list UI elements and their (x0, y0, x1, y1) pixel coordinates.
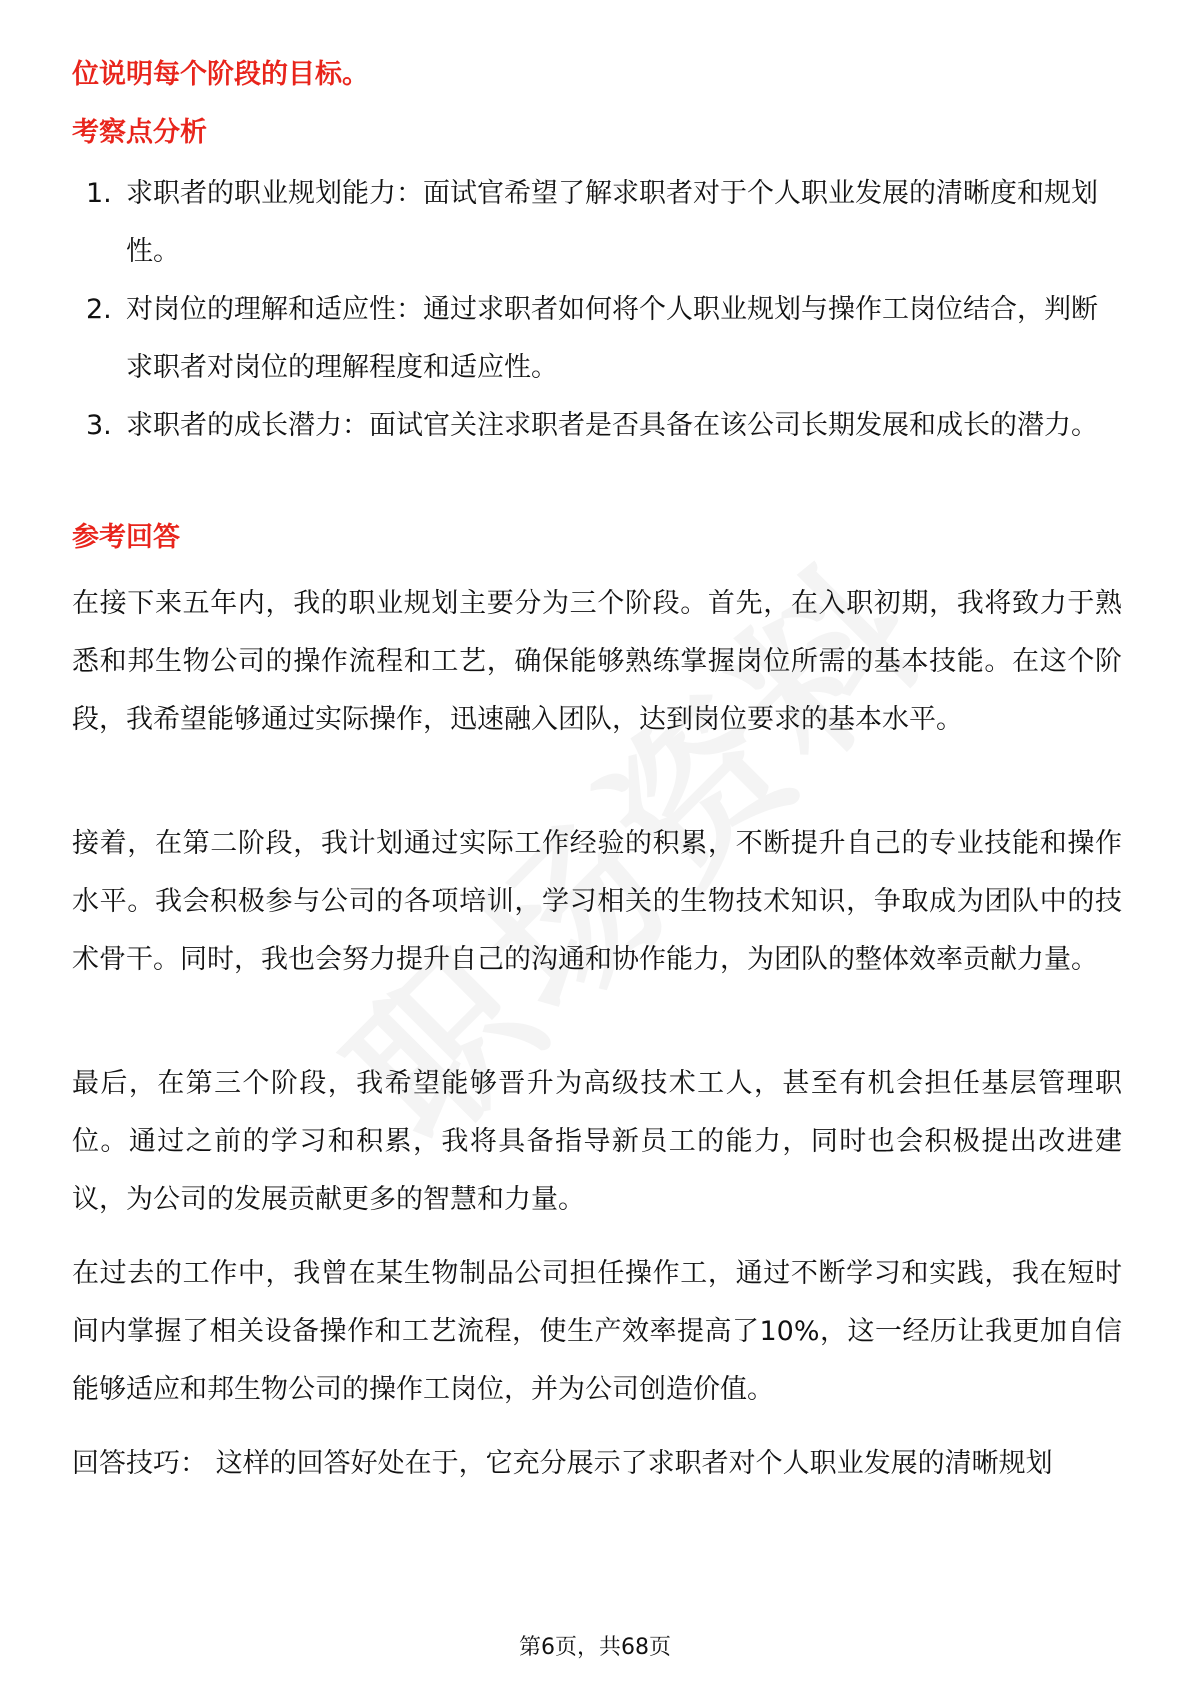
list-item (72, 397, 1122, 455)
list-number: 1. (86, 178, 112, 209)
page-number: 第6页，共68页 (519, 1635, 671, 1660)
list-text: 求职者的成长潜力：面试官关注求职者是否具备在该公司长期发展和成长的潜力。 (126, 410, 1098, 441)
list-text: 对岗位的理解和适应性：通过求职者如何将个人职业规划与操作工岗位结合，判断求职者对岗位的理解程度和适应性。 (126, 294, 1098, 383)
answer-paragraph: 在接下来五年内，我的职业规划主要分为三个阶段。首先，在入职初期，我将致力于熟悉和邦生物公司的操作流程和工艺，确保能够熟练掌握岗位所需的基本技能。在这个阶段，我希望能够通过实际操作，迅速融入团队，达到岗位要求的基本水平。 (72, 588, 1122, 735)
list-number: 3. (86, 410, 112, 441)
list-number: 2. (86, 294, 112, 325)
answer-heading: 参考回答 (72, 522, 180, 553)
answer-paragraph: 接着，在第二阶段，我计划通过实际工作经验的积累，不断提升自己的专业技能和操作水平。我会积极参与公司的各项培训，学习相关的生物技术知识，争取成为团队中的技术骨干。同时，我也会努力提升自己的沟通和协作能力，为团队的整体效率贡献力量。 (72, 828, 1122, 975)
list-item (72, 165, 1122, 281)
list-text: 求职者的职业规划能力：面试官希望了解求职者对于个人职业发展的清晰度和规划性。 (126, 178, 1098, 267)
answer-paragraph: 在过去的工作中，我曾在某生物制品公司担任操作工，通过不断学习和实践，我在短时间内掌握了相关设备操作和工艺流程，使生产效率提高了10%，这一经历让我更加自信能够适应和邦生物公司的操作工岗位，并为公司创造价值。 (72, 1258, 1122, 1405)
analysis-list (72, 165, 1122, 455)
answer-tip: 回答技巧： 这样的回答好处在于，它充分展示了求职者对个人职业发展的清晰规划 (72, 1448, 1053, 1479)
intro-line: 位说明每个阶段的目标。 (72, 59, 369, 90)
analysis-heading: 考察点分析 (72, 117, 207, 148)
list-item (72, 281, 1122, 397)
answer-paragraph: 最后，在第三个阶段，我希望能够晋升为高级技术工人，甚至有机会担任基层管理职位。通过之前的学习和积累，我将具备指导新员工的能力，同时也会积极提出改进建议，为公司的发展贡献更多的智慧和力量。 (72, 1068, 1122, 1215)
